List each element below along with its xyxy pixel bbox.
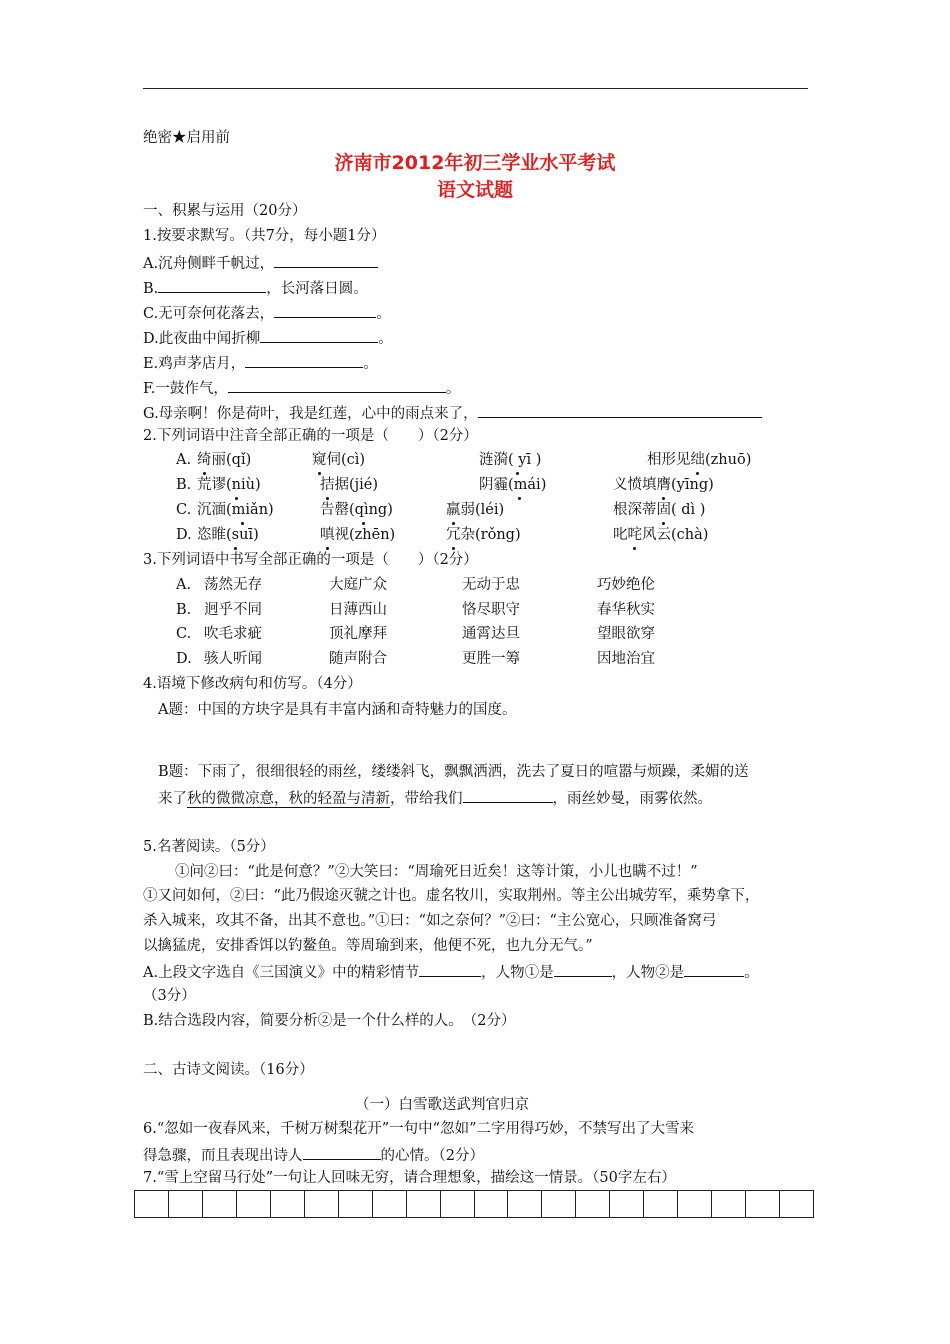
q5-a: A.上段文字选自《三国演义》中的精彩情节 ，人物①是 ，人物②是 。 [143, 961, 759, 983]
q1-d: D.此夜曲中闻折柳 。 [143, 327, 393, 349]
grid-cell[interactable] [373, 1191, 407, 1217]
q5-b: B.结合选段内容，简要分析②是一个什么样的人。 （2分） [143, 1013, 516, 1029]
q1-b: B. ，长河落日圆。 [143, 277, 368, 299]
q1-c-blank[interactable] [274, 302, 376, 318]
q5-stem: 5.名著阅读。（5分） [143, 839, 275, 855]
q5-a-blank-2[interactable] [554, 961, 612, 977]
q6-line2: 得急骤，而且表现出诗人 的心情。（2分） [143, 1144, 484, 1166]
q4-stem: 4.语境下修改病句和仿写。（4分） [143, 676, 362, 692]
grid-cell[interactable] [339, 1191, 373, 1217]
grid-cell[interactable] [407, 1191, 441, 1217]
answer-grid[interactable] [134, 1190, 814, 1218]
q5-passage-line2: ①又问如何，②曰：“此乃假途灭虢之计也。虚名牧川，实取荆州。等主公出城劳军，乘势拿下， [143, 888, 760, 904]
q4-b-blank[interactable] [463, 787, 553, 803]
q5-a-blank-3[interactable] [684, 961, 744, 977]
q1-g: G.母亲啊！你是荷叶，我是红莲，心中的雨点来了， [143, 402, 762, 424]
q6-line1: 6.“忽如一夜春风来，千树万树梨花开”一句中“忽如”二字用得巧妙，不禁写出了大雪来 [143, 1121, 694, 1137]
q1-stem: 1.按要求默写。（共7分，每小题1分） [143, 228, 386, 244]
q1-e: E.鸡声茅店月， 。 [143, 352, 378, 374]
q2-stem: 2.下列词语中注音全部正确的一项是（ ）（2分） [143, 428, 478, 444]
grid-cell[interactable] [237, 1191, 271, 1217]
poem-title: （一）白雪歌送武判官归京 [355, 1097, 529, 1113]
q1-b-blank[interactable] [158, 277, 266, 293]
q1-f: F.一鼓作气， 。 [143, 377, 460, 399]
grid-cell[interactable] [169, 1191, 203, 1217]
q4-b-underlined: 秋的微微凉意，秋的轻盈与清新 [187, 791, 390, 807]
part2-heading: 二、古诗文阅读。（16分） [143, 1062, 314, 1078]
grid-cell[interactable] [610, 1191, 644, 1217]
grid-cell[interactable] [135, 1191, 169, 1217]
grid-cell[interactable] [576, 1191, 610, 1217]
q1-c: C.无可奈何花落去， 。 [143, 302, 391, 324]
q5-passage-line4: 以擒猛虎，安排香饵以钓鳌鱼。等周瑜到来，他便不死，也九分无气。” [143, 938, 593, 954]
grid-cell[interactable] [780, 1191, 813, 1217]
grid-cell[interactable] [203, 1191, 237, 1217]
q7-stem: 7.“雪上空留马行处”一句让人回味无穷，请合理想象，描绘这一情景。（50字左右） [143, 1170, 676, 1186]
q1-a: A.沉舟侧畔千帆过， [143, 252, 378, 274]
q4-b-line2: 来了秋的微微凉意，秋的轻盈与清新，带给我们 ，雨丝妙曼，雨雾依然。 [158, 787, 712, 809]
grid-cell[interactable] [305, 1191, 339, 1217]
q1-g-blank[interactable] [478, 402, 762, 418]
exam-subtitle: 语文试题 [436, 179, 513, 201]
q5-passage-line1: ①问②曰：“此是何意？”②大笑曰：“周瑜死日近矣！这等计策，小儿也瞒不过！” [175, 864, 698, 880]
q1-f-blank[interactable] [228, 377, 446, 393]
grid-cell[interactable] [746, 1191, 780, 1217]
grid-cell[interactable] [508, 1191, 542, 1217]
q1-a-blank[interactable] [274, 252, 378, 268]
grid-cell[interactable] [441, 1191, 475, 1217]
grid-cell[interactable] [475, 1191, 509, 1217]
grid-cell[interactable] [271, 1191, 305, 1217]
q3-stem: 3.下列词语中书写全部正确的一项是（ ）（2分） [143, 552, 478, 568]
q4-b-line1: B题：下雨了，很细很轻的雨丝，缕缕斜飞，飘飘洒洒，洗去了夏日的喧嚣与烦躁，柔媚的送 [158, 764, 749, 780]
q6-blank[interactable] [303, 1144, 381, 1160]
part1-heading: 一、积累与运用（20分） [143, 203, 307, 219]
grid-cell[interactable] [712, 1191, 746, 1217]
grid-cell[interactable] [644, 1191, 678, 1217]
grid-cell[interactable] [542, 1191, 576, 1217]
q4-a-text: A题：中国的方块字是具有丰富内涵和奇特魅力的国度。 [158, 702, 517, 718]
header-rule [143, 88, 808, 89]
grid-cell[interactable] [678, 1191, 712, 1217]
q1-d-blank[interactable] [260, 327, 378, 343]
q1-e-blank[interactable] [245, 352, 363, 368]
q5-a-blank-1[interactable] [419, 961, 481, 977]
confidential-mark: 绝密★启用前 [143, 130, 230, 146]
q5-a-score: （3分） [143, 988, 196, 1004]
q5-passage-line3: 杀入城来，攻其不备，出其不意也。”①曰：“如之奈何？”②曰：“主公宽心，只顾准备窝弓 [143, 913, 717, 929]
exam-title: 济南市2012年初三学业水平考试 [334, 152, 616, 174]
